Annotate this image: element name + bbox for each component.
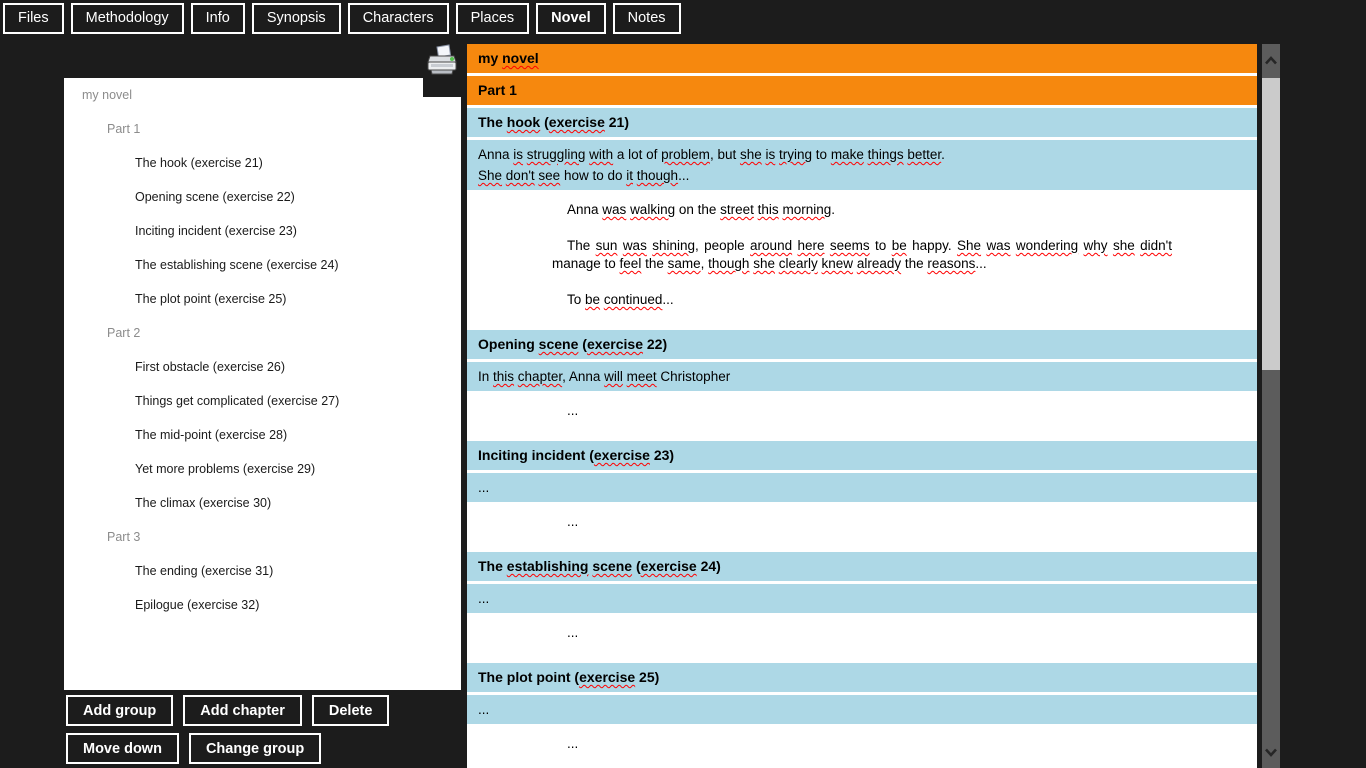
text-segment: ... bbox=[567, 736, 579, 751]
text-segment: Anna bbox=[478, 147, 514, 162]
misspelled-word: see bbox=[538, 168, 561, 183]
doc-chapter-title-row[interactable] bbox=[467, 330, 1257, 359]
text-segment: ( bbox=[632, 558, 641, 574]
misspelled-word: around bbox=[750, 238, 793, 253]
doc-synopsis-row[interactable] bbox=[467, 695, 1257, 724]
misspelled-word: she bbox=[739, 147, 762, 162]
body-paragraph bbox=[552, 735, 1172, 753]
misspelled-word: though bbox=[636, 168, 679, 183]
text-segment: Part 1 bbox=[478, 82, 517, 98]
outline-tree-list bbox=[64, 78, 461, 622]
text-segment: 23) bbox=[649, 447, 675, 463]
misspelled-word: walking bbox=[630, 202, 676, 217]
scroll-down-button[interactable] bbox=[1262, 736, 1280, 768]
misspelled-word: She bbox=[957, 238, 982, 253]
text-segment: ... bbox=[567, 514, 579, 529]
text-segment: 24) bbox=[696, 558, 721, 574]
novel-document-rows bbox=[467, 44, 1257, 768]
scrollbar-thumb[interactable] bbox=[1262, 78, 1280, 370]
move-down-button[interactable]: Move down bbox=[66, 733, 179, 764]
misspelled-word: reasons bbox=[927, 256, 976, 271]
text-segment: ... bbox=[662, 292, 674, 307]
text-segment: ... bbox=[678, 168, 690, 183]
text-segment: Christopher bbox=[656, 369, 731, 384]
misspelled-word: she bbox=[1112, 238, 1135, 253]
doc-chapter-body[interactable] bbox=[467, 193, 1257, 327]
vertical-scrollbar[interactable] bbox=[1262, 44, 1280, 768]
text-segment: In bbox=[478, 369, 494, 384]
doc-chapter-body[interactable] bbox=[467, 616, 1257, 660]
text-segment: to bbox=[869, 238, 892, 253]
misspelled-word: didn't bbox=[1140, 238, 1172, 253]
text-segment: to bbox=[812, 147, 831, 162]
text-segment: ... bbox=[567, 625, 579, 640]
misspelled-word: same bbox=[667, 256, 701, 271]
tree-item-first-obstacle-exercise-26[interactable]: First obstacle (exercise 26) bbox=[135, 360, 286, 374]
misspelled-word: problem bbox=[661, 147, 710, 162]
outline-tree-panel bbox=[64, 78, 461, 690]
body-paragraph bbox=[552, 291, 1172, 309]
text-segment: manage to bbox=[552, 256, 620, 271]
misspelled-word: this bbox=[493, 369, 515, 384]
text-segment: , bbox=[700, 256, 709, 271]
misspelled-word: it bbox=[626, 168, 633, 183]
misspelled-word: is bbox=[513, 147, 524, 162]
tree-item-epilogue-exercise-32[interactable]: Epilogue (exercise 32) bbox=[135, 598, 260, 612]
misspelled-word: already bbox=[856, 256, 902, 271]
text-segment: the bbox=[641, 256, 668, 271]
misspelled-word: shining bbox=[652, 238, 695, 253]
misspelled-word: exercise bbox=[593, 447, 650, 463]
misspelled-word: is bbox=[765, 147, 776, 162]
misspelled-word: feel bbox=[619, 256, 642, 271]
misspelled-word: make bbox=[830, 147, 864, 162]
body-paragraph bbox=[552, 237, 1172, 273]
misspelled-word: exercise bbox=[579, 669, 636, 685]
tree-item-inciting-incident-exercise-23[interactable]: Inciting incident (exercise 23) bbox=[135, 224, 297, 238]
tree-item-part-3[interactable]: Part 3 bbox=[107, 530, 141, 544]
misspelled-word: struggling bbox=[526, 147, 586, 162]
doc-synopsis-row[interactable] bbox=[467, 584, 1257, 613]
tab-info[interactable]: Info bbox=[191, 3, 245, 34]
misspelled-word: be bbox=[585, 292, 601, 307]
text-segment: 21) bbox=[604, 114, 629, 130]
text-segment: ( bbox=[578, 336, 587, 352]
misspelled-word: wondering bbox=[1015, 238, 1079, 253]
misspelled-word: better bbox=[907, 147, 942, 162]
tree-item-yet-more-problems-exercise-29[interactable]: Yet more problems (exercise 29) bbox=[135, 462, 316, 476]
misspelled-word: seems bbox=[829, 238, 870, 253]
tree-item-my-novel[interactable]: my novel bbox=[82, 88, 133, 102]
synopsis-line bbox=[478, 699, 1246, 720]
text-segment: my bbox=[478, 50, 503, 66]
tree-item-the-mid-point-exercise-28[interactable]: The mid-point (exercise 28) bbox=[135, 428, 288, 442]
misspelled-word: though bbox=[708, 256, 750, 271]
doc-chapter-title-row[interactable] bbox=[467, 441, 1257, 470]
text-segment: 25) bbox=[635, 669, 660, 685]
scroll-up-button[interactable] bbox=[1262, 44, 1280, 76]
misspelled-word: exercise bbox=[586, 336, 643, 352]
tree-item-the-establishing-scene-exercise-24[interactable]: The establishing scene (exercise 24) bbox=[135, 258, 339, 272]
text-segment: happy. bbox=[906, 238, 958, 253]
body-paragraph bbox=[552, 201, 1172, 219]
text-segment: ... bbox=[478, 702, 490, 717]
chevron-down-icon bbox=[1264, 748, 1278, 757]
synopsis-line bbox=[478, 144, 1246, 165]
text-segment: how to do bbox=[560, 168, 627, 183]
synopsis-line bbox=[478, 477, 1246, 498]
misspelled-word: with bbox=[589, 147, 614, 162]
tree-item-part-1[interactable]: Part 1 bbox=[107, 122, 141, 136]
text-segment: . bbox=[941, 147, 945, 162]
text-segment: ( bbox=[540, 114, 549, 130]
doc-chapter-title-row[interactable] bbox=[467, 663, 1257, 692]
tree-item-part-2[interactable]: Part 2 bbox=[107, 326, 141, 340]
novel-document-panel bbox=[467, 44, 1257, 768]
synopsis-line bbox=[478, 366, 1246, 387]
tree-actions-row-2 bbox=[66, 733, 321, 764]
tree-item-the-ending-exercise-31[interactable]: The ending (exercise 31) bbox=[135, 564, 274, 578]
doc-chapter-title-row[interactable] bbox=[467, 552, 1257, 581]
tab-characters[interactable]: Characters bbox=[348, 3, 449, 34]
text-segment: 22) bbox=[643, 336, 668, 352]
misspelled-word: exercise bbox=[548, 114, 605, 130]
text-segment: The plot point ( bbox=[478, 669, 580, 685]
tree-item-things-get-complicated-exercise-27[interactable]: Things get complicated (exercise 27) bbox=[135, 394, 340, 408]
misspelled-word: will bbox=[604, 369, 623, 384]
body-paragraph bbox=[552, 513, 1172, 531]
change-group-button[interactable]: Change group bbox=[189, 733, 321, 764]
misspelled-word: scene bbox=[592, 558, 633, 574]
text-segment: . bbox=[831, 202, 835, 217]
print-button[interactable] bbox=[423, 42, 461, 97]
misspelled-word: here bbox=[797, 238, 825, 253]
text-segment: Opening bbox=[478, 336, 539, 352]
misspelled-word: continued bbox=[603, 292, 663, 307]
text-segment: ... bbox=[975, 256, 987, 271]
misspelled-word: this bbox=[757, 202, 779, 217]
text-segment: To bbox=[567, 292, 586, 307]
misspelled-word: was bbox=[986, 238, 1011, 253]
misspelled-word: trying bbox=[779, 147, 813, 162]
misspelled-word: sun bbox=[595, 238, 618, 253]
tree-actions-row-1 bbox=[66, 695, 389, 726]
text-segment: ... bbox=[478, 591, 490, 606]
delete-button[interactable]: Delete bbox=[312, 695, 390, 726]
doc-chapter-body[interactable] bbox=[467, 727, 1257, 768]
text-segment: Anna bbox=[567, 202, 603, 217]
misspelled-word: she bbox=[753, 256, 775, 271]
tab-notes[interactable]: Notes bbox=[613, 3, 681, 34]
top-navbar bbox=[3, 3, 681, 34]
misspelled-word: clearly bbox=[778, 256, 818, 271]
text-segment: Inciting incident ( bbox=[478, 447, 594, 463]
add-chapter-button[interactable]: Add chapter bbox=[183, 695, 302, 726]
misspelled-word: was bbox=[622, 238, 647, 253]
tree-item-the-hook-exercise-21[interactable]: The hook (exercise 21) bbox=[135, 156, 263, 170]
text-segment: , people bbox=[695, 238, 751, 253]
misspelled-word: chapter bbox=[517, 369, 563, 384]
doc-group-row[interactable] bbox=[467, 44, 1257, 73]
text-segment: , Anna bbox=[562, 369, 605, 384]
synopsis-line bbox=[478, 588, 1246, 609]
tab-places[interactable]: Places bbox=[456, 3, 530, 34]
misspelled-word: don't bbox=[505, 168, 535, 183]
text-segment: The bbox=[567, 238, 596, 253]
tab-methodology[interactable]: Methodology bbox=[71, 3, 184, 34]
text-segment: ... bbox=[478, 480, 490, 495]
doc-synopsis-row[interactable] bbox=[467, 140, 1257, 190]
text-segment: the bbox=[901, 256, 928, 271]
doc-chapter-body[interactable] bbox=[467, 394, 1257, 438]
text-segment: ... bbox=[567, 403, 579, 418]
add-group-button[interactable]: Add group bbox=[66, 695, 173, 726]
text-segment: , but bbox=[709, 147, 740, 162]
tree-item-opening-scene-exercise-22[interactable]: Opening scene (exercise 22) bbox=[135, 190, 295, 204]
text-segment: The bbox=[478, 114, 507, 130]
misspelled-word: things bbox=[867, 147, 904, 162]
doc-group-row[interactable] bbox=[467, 76, 1257, 105]
misspelled-word: novel bbox=[502, 50, 539, 66]
synopsis-line bbox=[478, 165, 1246, 186]
text-segment: on the bbox=[675, 202, 721, 217]
misspelled-word: She bbox=[478, 168, 503, 183]
body-paragraph bbox=[552, 624, 1172, 642]
misspelled-word: knew bbox=[821, 256, 854, 271]
misspelled-word: hook bbox=[506, 114, 541, 130]
tree-item-the-plot-point-exercise-25[interactable]: The plot point (exercise 25) bbox=[135, 292, 287, 306]
tab-synopsis[interactable]: Synopsis bbox=[252, 3, 341, 34]
doc-synopsis-row[interactable] bbox=[467, 362, 1257, 391]
text-segment: a lot of bbox=[613, 147, 662, 162]
misspelled-word: morning bbox=[782, 202, 832, 217]
misspelled-word: meet bbox=[626, 369, 657, 384]
misspelled-word: be bbox=[891, 238, 907, 253]
misspelled-word: scene bbox=[538, 336, 579, 352]
body-paragraph bbox=[552, 402, 1172, 420]
text-segment: The bbox=[478, 558, 507, 574]
misspelled-word: exercise bbox=[640, 558, 697, 574]
misspelled-word: why bbox=[1083, 238, 1108, 253]
tree-item-the-climax-exercise-30[interactable]: The climax (exercise 30) bbox=[135, 496, 272, 510]
misspelled-word: establishing bbox=[506, 558, 589, 574]
doc-synopsis-row[interactable] bbox=[467, 473, 1257, 502]
tab-novel[interactable]: Novel bbox=[536, 3, 606, 34]
doc-chapter-body[interactable] bbox=[467, 505, 1257, 549]
doc-chapter-title-row[interactable] bbox=[467, 108, 1257, 137]
misspelled-word: was bbox=[602, 202, 627, 217]
misspelled-word: street bbox=[720, 202, 754, 217]
tab-files[interactable]: Files bbox=[3, 3, 64, 34]
printer-icon bbox=[425, 44, 459, 76]
chevron-up-icon bbox=[1264, 56, 1278, 65]
